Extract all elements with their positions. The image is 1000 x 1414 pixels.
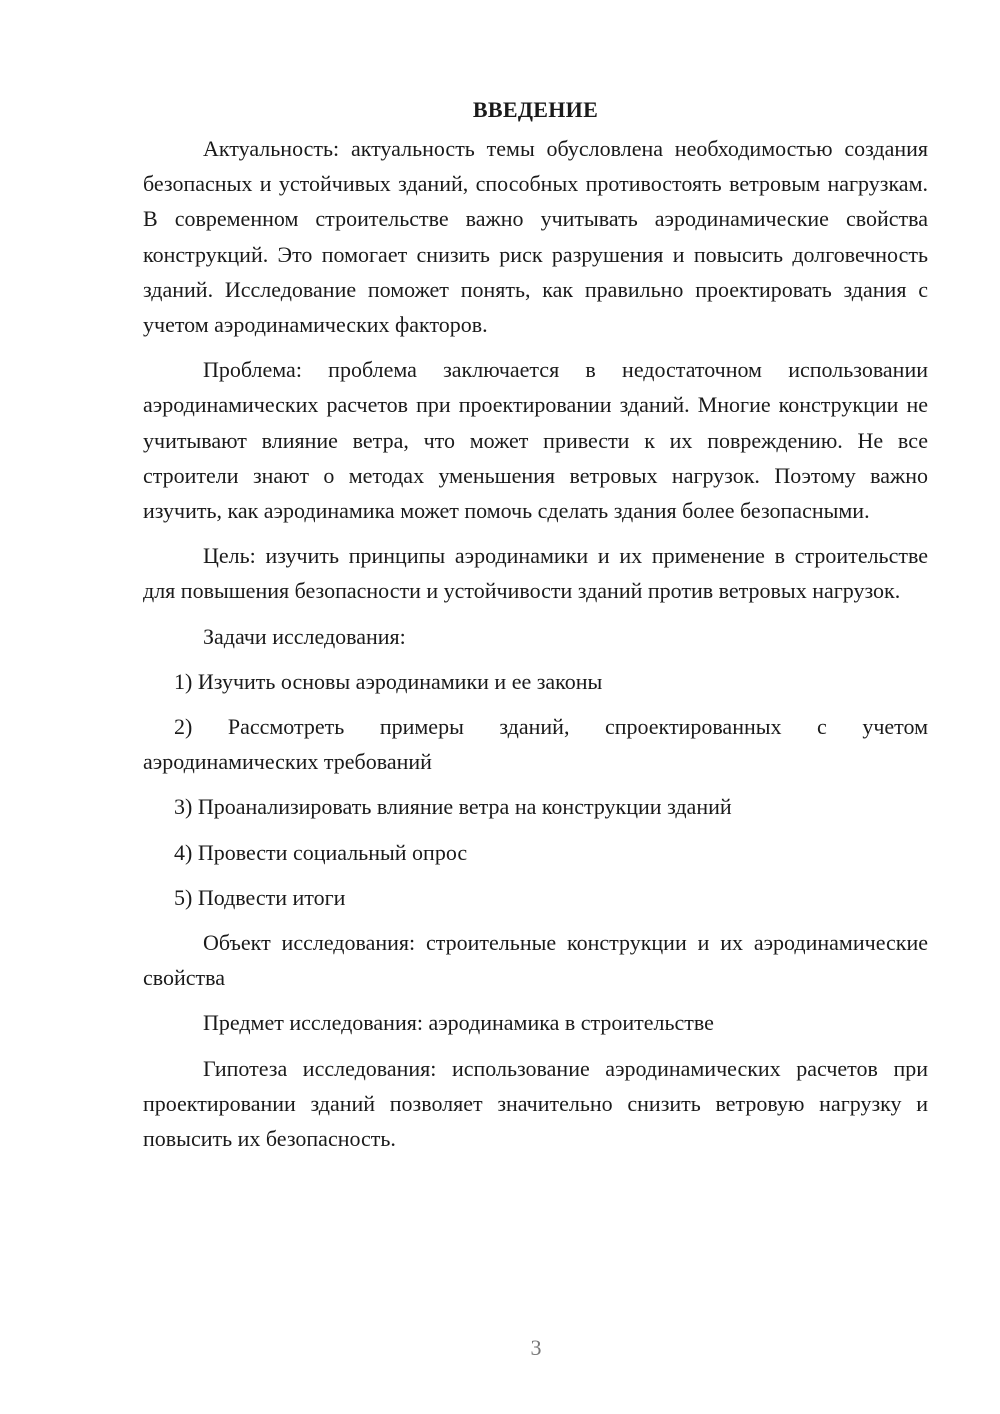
paragraph-relevance: Актуальность: актуальность темы обусловлена необходимостью создания безопасных и устойчивых зданий, способных противостоять ветровым нагрузкам. В современном строительстве важно учитывать аэродинамические свойства конструкций. Это помогает снизить риск разрушения и повысить долговечность зданий. Исследование поможет понять, как правильно проектировать здания с учетом аэродинамических факторов. xyxy=(143,136,928,338)
task-item-4: 4) Провести социальный опрос xyxy=(174,839,468,865)
task-item-3: 3) Проанализировать влияние ветра на конструкции зданий xyxy=(174,794,732,820)
paragraph-goal: Цель: изучить принципы аэродинамики и их применение в строительстве для повышения безопасности и устойчивости зданий против ветровых нагрузок. xyxy=(143,543,928,604)
paragraph-hypothesis: Гипотеза исследования: использование аэродинамических расчетов при проектировании зданий позволяет значительно снизить ветровую нагрузку и повысить их безопасность. xyxy=(143,1055,928,1152)
task-item-1: 1) Изучить основы аэродинамики и ее законы xyxy=(174,668,603,694)
section-title: ВВЕДЕНИЕ xyxy=(472,97,599,122)
page-number: 3 xyxy=(530,1335,542,1360)
tasks-heading: Задачи исследования: xyxy=(203,623,406,649)
paragraph-subject: Предмет исследования: аэродинамика в строительстве xyxy=(203,1010,714,1036)
paragraph-problem: Проблема: проблема заключается в недостаточном использовании аэродинамических расчетов при проектировании зданий. Многие конструкции не учитывают влияние ветра, что может привести к их повреждению. Не все строители знают о методах уменьшения ветровых нагрузок. Поэтому важно изучить, как аэродинамика может помочь сделать здания более безопасными. xyxy=(143,357,928,524)
page-content xyxy=(143,92,928,1166)
task-item-2: 2) Рассмотреть примеры зданий, спроектированных с учетом аэродинамических требований xyxy=(143,714,928,775)
paragraph-object: Объект исследования: строительные конструкции и их аэродинамические свойства xyxy=(143,930,928,991)
task-item-5: 5) Подвести итоги xyxy=(174,884,346,910)
